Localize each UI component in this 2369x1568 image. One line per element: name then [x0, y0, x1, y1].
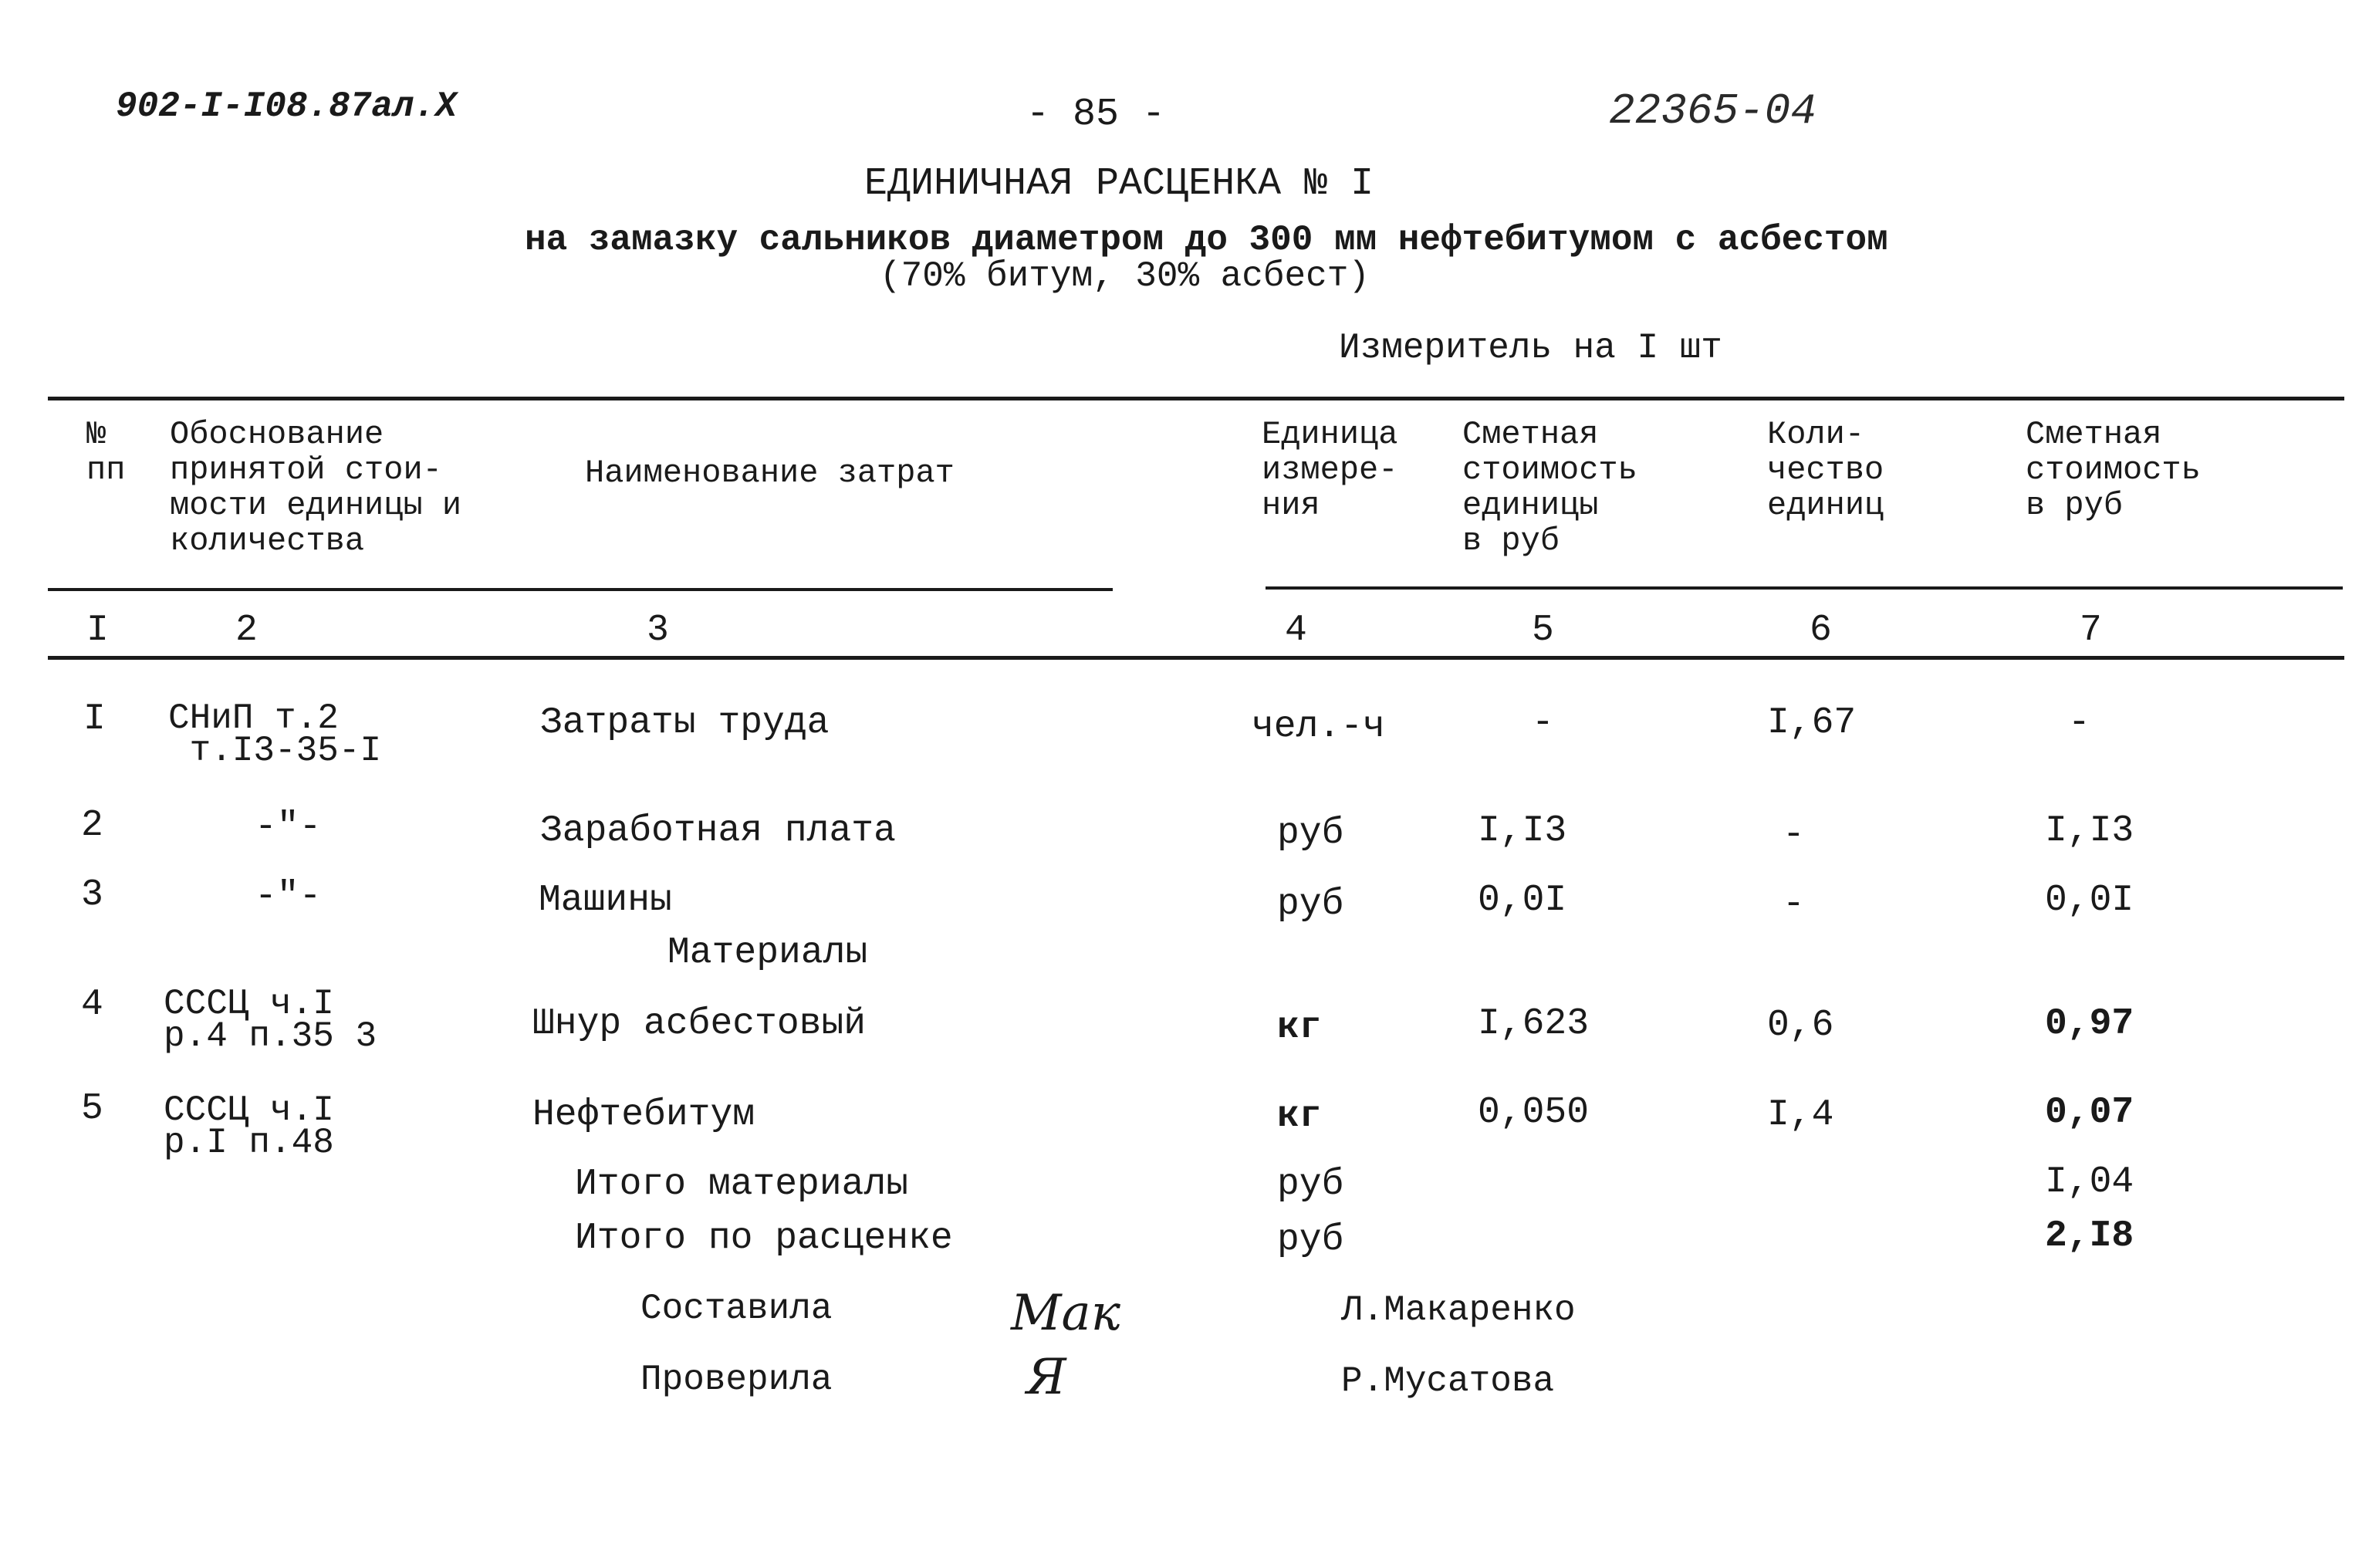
- row-reference: -"-: [255, 876, 322, 917]
- header-col-7: Сметная стоимость в руб: [2026, 416, 2201, 524]
- document-code: 902-I-I08.87ал.X: [116, 86, 457, 127]
- row-number: 3: [81, 874, 103, 916]
- subtitle-line-2: (70% битум, 30% асбест): [880, 256, 1370, 296]
- row-number: 4: [81, 984, 103, 1026]
- checked-by-name: Р.Мусатова: [1341, 1361, 1555, 1401]
- row-unit-price: 0,050: [1478, 1092, 1590, 1134]
- row-cost: 0,0I: [2045, 880, 2134, 921]
- row-quantity: -: [1783, 814, 1805, 856]
- row-unit-price: 0,0I: [1478, 880, 1567, 921]
- header-col-3: Наименование затрат: [585, 455, 955, 492]
- row-quantity: I,4: [1767, 1094, 1834, 1136]
- row-name: Заработная плата: [540, 810, 896, 852]
- row-unit-price: I,623: [1478, 1003, 1590, 1045]
- column-number: 5: [1532, 610, 1554, 651]
- header-rule-left: [48, 588, 1113, 591]
- row-unit-price: I,I3: [1478, 810, 1567, 852]
- total-materials-cost: I,04: [2045, 1161, 2134, 1203]
- row-reference: СССЦ ч.I р.4 п.35 3: [164, 984, 377, 1056]
- header-col-5: Сметная стоимость единицы в руб: [1462, 416, 1637, 559]
- header-col-2: Обоснование принятой стои- мости единицы и количества: [170, 416, 462, 559]
- row-unit: руб: [1277, 813, 1344, 854]
- row-reference: -"-: [255, 806, 322, 848]
- compiled-signature: Мак: [1011, 1285, 1120, 1342]
- page-title: ЕДИНИЧНАЯ РАСЦЕНКА № I: [864, 162, 1374, 206]
- column-number: 7: [2080, 610, 2102, 651]
- row-unit: кг: [1277, 1096, 1322, 1137]
- header-col-1: № пп: [86, 416, 126, 488]
- total-materials-unit: руб: [1277, 1164, 1344, 1205]
- compiled-by-label: Составила: [640, 1289, 833, 1329]
- row-quantity: I,67: [1767, 702, 1857, 744]
- row-name: Затраты труда: [540, 702, 830, 744]
- column-number: 3: [647, 610, 669, 651]
- registration-number: 22365-04: [1609, 86, 1816, 136]
- row-cost: 0,97: [2045, 1003, 2134, 1045]
- header-rule-right: [1266, 586, 2343, 590]
- checked-signature: Я: [1026, 1349, 1066, 1406]
- page-number: - 85 -: [1026, 93, 1166, 137]
- total-materials-label: Итого материалы: [575, 1164, 909, 1205]
- row-unit-price: -: [1532, 702, 1554, 744]
- row-unit: руб: [1277, 884, 1344, 925]
- row-number: 2: [81, 805, 103, 847]
- checked-by-label: Проверила: [640, 1360, 833, 1400]
- row-unit: чел.-ч: [1252, 706, 1385, 748]
- column-number: 6: [1810, 610, 1832, 651]
- row-number: 5: [81, 1088, 103, 1130]
- compiled-by-name: Л.Макаренко: [1341, 1290, 1576, 1330]
- row-unit: кг: [1277, 1007, 1322, 1049]
- column-number: I: [86, 610, 109, 651]
- table-top-rule: [48, 397, 2344, 400]
- column-number: 2: [235, 610, 258, 651]
- row-cost: -: [2068, 702, 2090, 744]
- row-cost: 0,07: [2045, 1092, 2134, 1134]
- subtitle-line-1: на замазку сальников диаметром до 300 мм нефтебитумом с асбестом: [525, 220, 1888, 260]
- measure-unit: Измеритель на I шт: [1339, 328, 1722, 368]
- column-number: 4: [1285, 610, 1307, 651]
- row-number: I: [83, 698, 106, 740]
- row-name: Машины: [539, 880, 672, 921]
- total-rate-label: Итого по расценке: [575, 1218, 953, 1259]
- row-reference: СССЦ ч.I р.I п.48: [164, 1090, 334, 1163]
- total-rate-cost: 2,I8: [2045, 1215, 2134, 1257]
- row-quantity: -: [1783, 884, 1805, 925]
- column-number-rule: [48, 656, 2344, 660]
- row-name: Нефтебитум: [532, 1094, 755, 1136]
- total-rate-unit: руб: [1277, 1219, 1344, 1261]
- row-cost: I,I3: [2045, 810, 2134, 852]
- section-heading-materials: Материалы: [667, 932, 868, 974]
- row-reference: СНиП т.2 т.I3-35-I: [168, 698, 382, 771]
- row-name: Шнур асбестовый: [532, 1003, 867, 1045]
- header-col-4: Единица измере- ния: [1262, 416, 1398, 524]
- row-quantity: 0,6: [1767, 1005, 1834, 1046]
- header-col-6: Коли- чество единиц: [1767, 416, 1884, 524]
